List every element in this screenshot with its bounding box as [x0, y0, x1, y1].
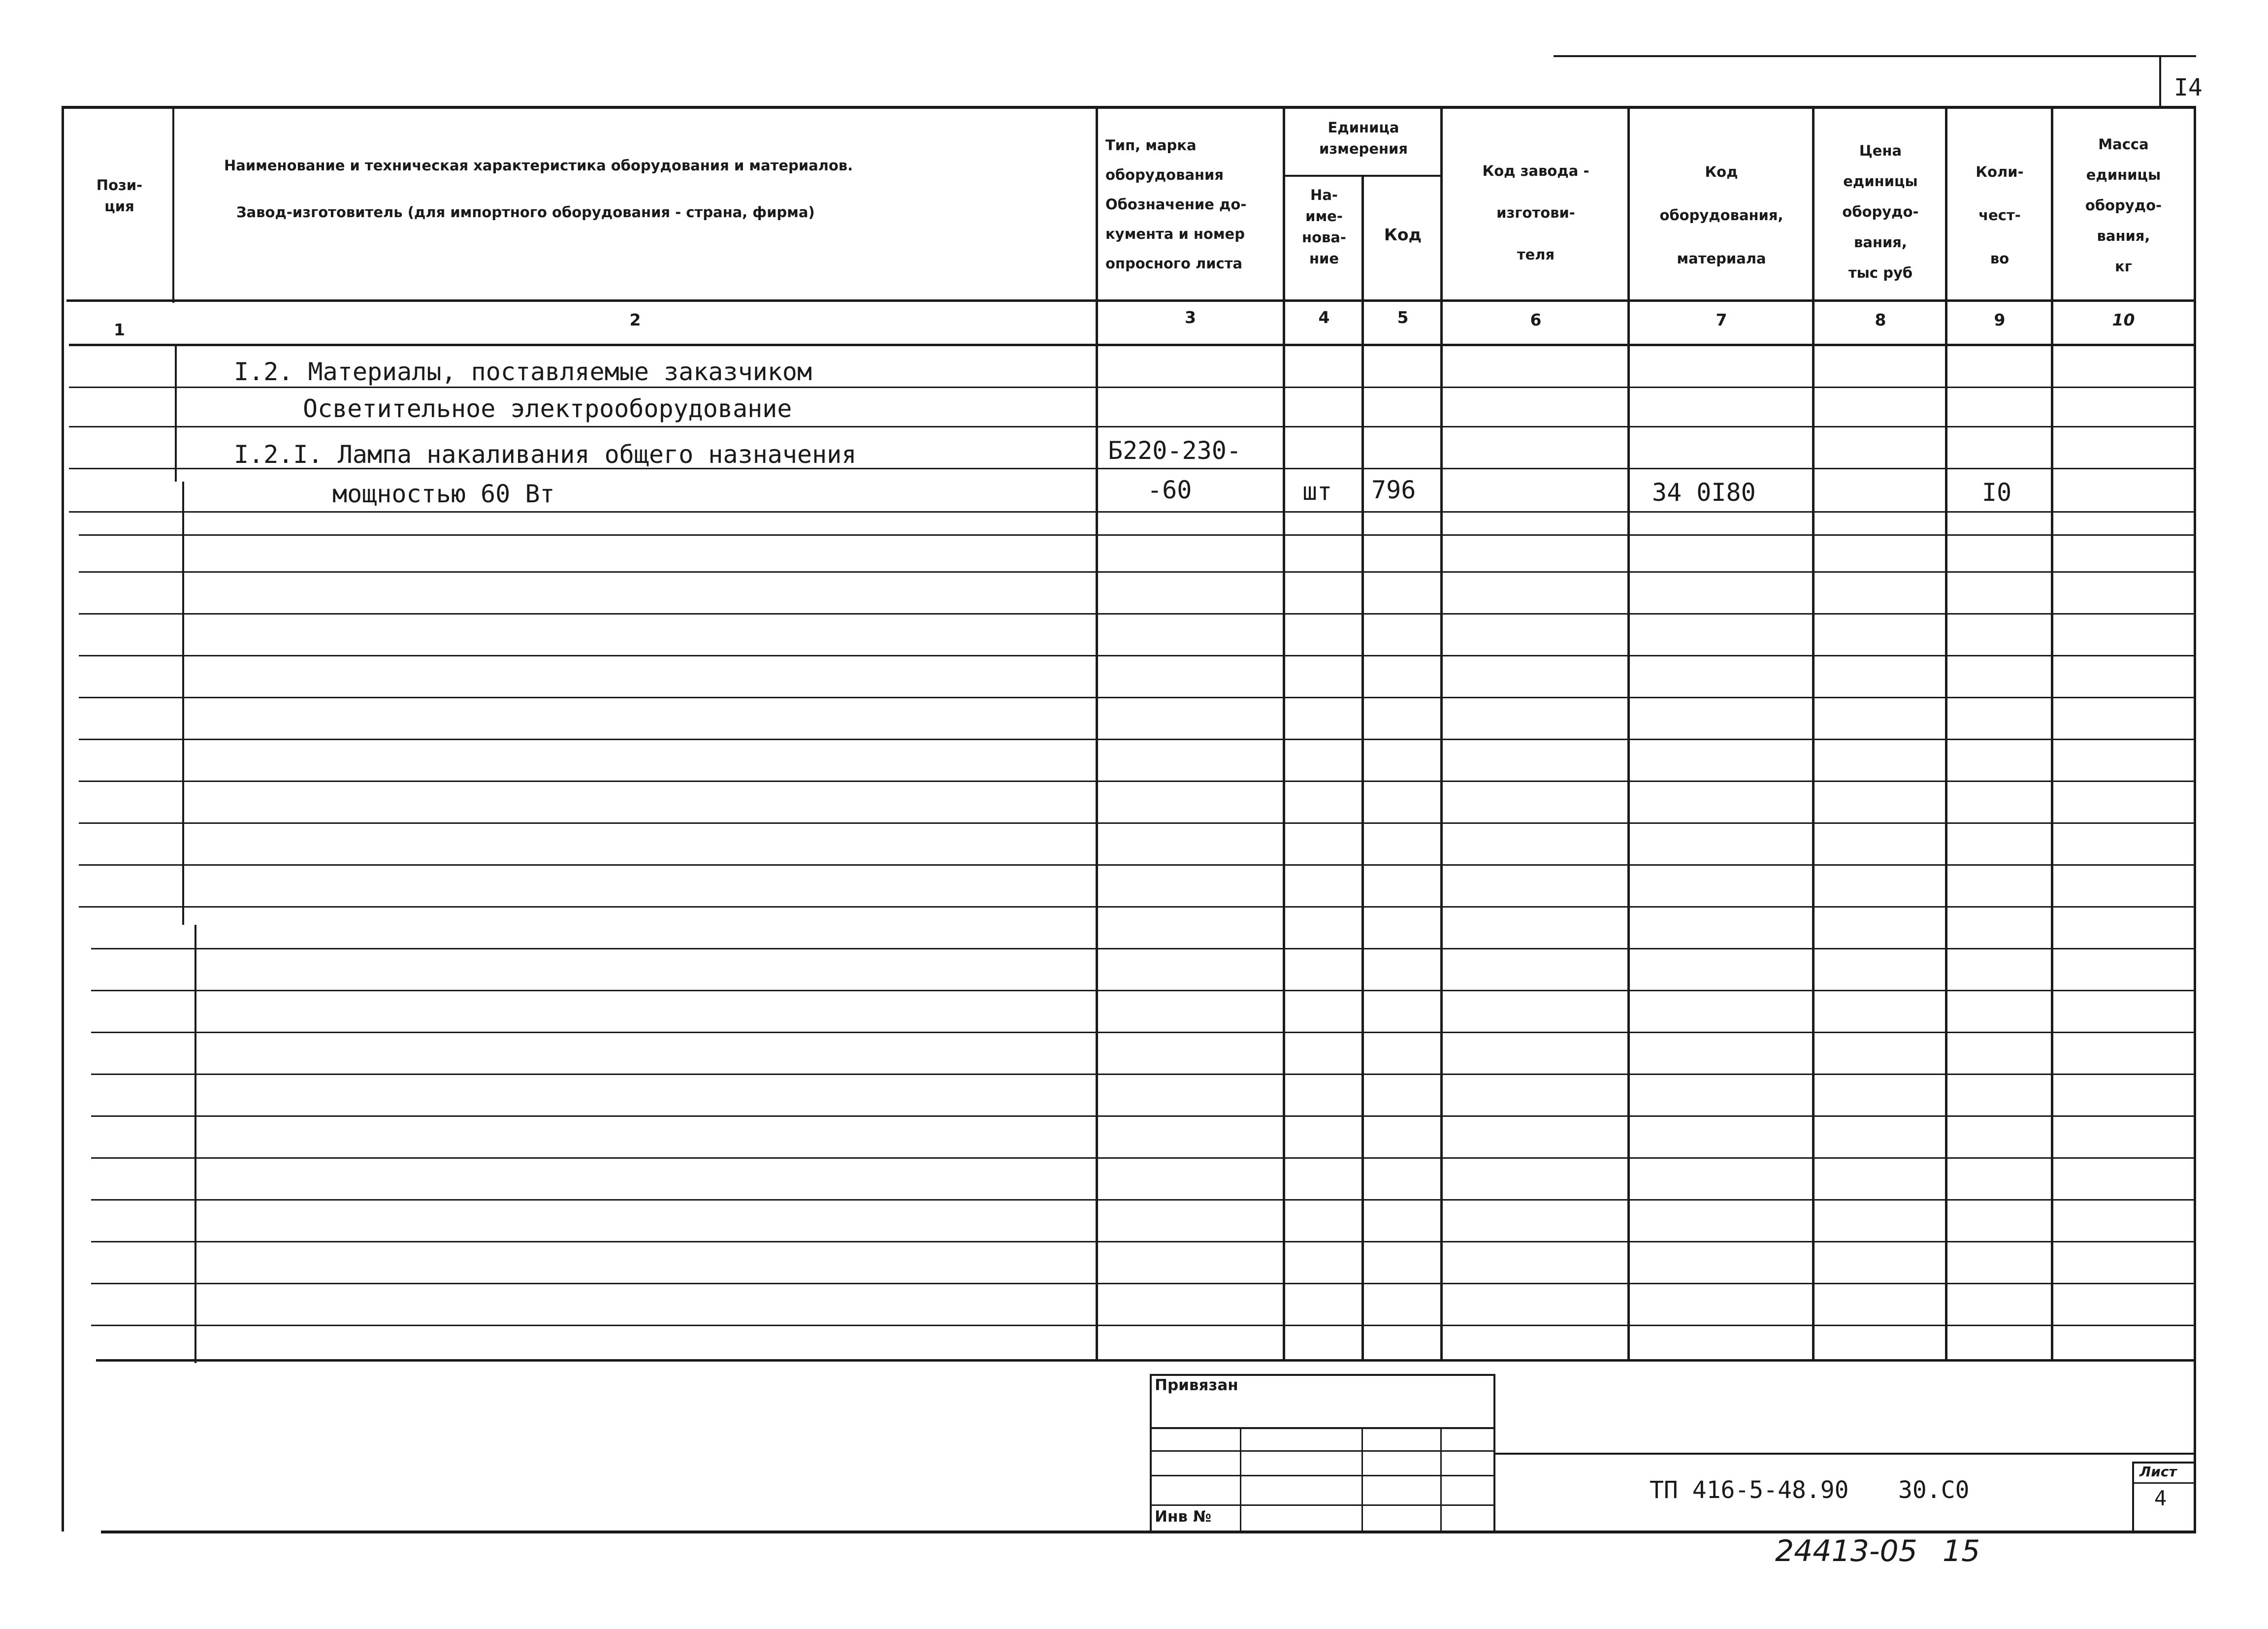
table-body-bottom-border — [96, 1359, 2196, 1362]
sheet-label: Лист — [2139, 1464, 2177, 1480]
title-block-row1 — [1150, 1427, 1494, 1429]
inventory-number-label: Инв № — [1155, 1508, 1212, 1526]
header-price: Цена единицы оборудо- вания, тыс руб — [1842, 142, 1919, 281]
column-number-9: 9 — [1994, 310, 2006, 329]
row-line — [91, 948, 2196, 949]
row-line — [69, 387, 2196, 388]
title-block-col2 — [1361, 1427, 1363, 1531]
row-line — [79, 697, 2196, 698]
column-number-10: 10 — [2112, 310, 2135, 329]
header-unit-group: Единица измерения — [1319, 119, 1408, 157]
row-line — [79, 571, 2196, 573]
row-4-unit-name: шт — [1302, 477, 1332, 506]
col-divider-4 — [1361, 175, 1364, 1362]
row-line — [69, 511, 2196, 513]
title-block-row4 — [1150, 1504, 1494, 1506]
row-4-name: мощностью 60 Вт — [332, 480, 555, 508]
row-line — [79, 906, 2196, 908]
handwritten-code: 24413-05 — [1775, 1534, 1917, 1568]
row-line — [79, 822, 2196, 824]
header-factory-code: Код завода - изготови- теля — [1482, 163, 1589, 263]
header-bottom-border — [66, 299, 2196, 302]
row-4-equipment-code: 34 0I80 — [1652, 478, 1756, 507]
header-unit-code: Код — [1384, 225, 1422, 244]
row-line — [79, 781, 2196, 782]
title-block-top — [1150, 1374, 1494, 1376]
title-block-col1 — [1240, 1427, 1241, 1531]
header-quantity: Коли- чест- во — [1976, 163, 2024, 267]
col-divider-6 — [1627, 106, 1630, 1362]
table-right-border — [2194, 106, 2196, 1531]
document-code: ТП 416-5-48.90 — [1650, 1476, 1849, 1504]
document-suffix: 30.С0 — [1898, 1476, 1970, 1504]
header-mass: Масса единицы оборудо- вания, кг — [2085, 136, 2162, 275]
row-line — [79, 655, 2196, 656]
column-number-4: 4 — [1318, 308, 1330, 327]
table-left-border — [62, 106, 64, 1531]
col-divider-1 — [172, 106, 174, 303]
row-line — [79, 739, 2196, 740]
column-number-7: 7 — [1716, 310, 1727, 329]
column-number-1: 1 — [114, 320, 125, 339]
row-4-quantity: I0 — [1982, 478, 2012, 507]
col-divider-1c — [182, 482, 184, 925]
column-number-5: 5 — [1397, 308, 1409, 327]
row-line — [79, 534, 2196, 536]
header-equipment-code: Код оборудования, материала — [1659, 163, 1783, 267]
sheet-number: 4 — [2154, 1486, 2167, 1510]
row-line — [91, 1032, 2196, 1033]
row-4-unit-code: 796 — [1371, 476, 1416, 504]
unit-group-divider — [1283, 175, 1443, 177]
handwritten-number: 15 — [1943, 1534, 1980, 1568]
row-line — [91, 1157, 2196, 1159]
top-frame-line — [1554, 55, 2196, 57]
sheet-bottom-border — [101, 1531, 2196, 1533]
row-line — [79, 613, 2196, 615]
column-number-3: 3 — [1185, 308, 1196, 327]
linked-label: Привязан — [1155, 1376, 1238, 1394]
header-name-line1: Наименование и техническая характеристика оборудования и материалов. — [224, 157, 853, 174]
title-block-left — [1150, 1374, 1152, 1531]
col-divider-2 — [1096, 106, 1098, 1362]
column-number-2: 2 — [629, 310, 641, 329]
row-line — [79, 864, 2196, 866]
row-2-name: Осветительное электрооборудование — [303, 394, 792, 423]
col-divider-3 — [1283, 106, 1285, 1362]
row-line — [91, 1074, 2196, 1075]
col-divider-8 — [1945, 106, 1947, 1362]
row-3-type: Б220-230- — [1108, 436, 1241, 465]
header-position: Пози- ция — [96, 177, 143, 215]
table-top-border — [62, 106, 2196, 109]
row-4-type: -60 — [1147, 476, 1192, 504]
sheet-box-mid — [2132, 1482, 2196, 1484]
sheet-box-left — [2132, 1462, 2134, 1531]
row-line — [91, 1325, 2196, 1326]
row-line — [91, 1115, 2196, 1117]
header-type: Тип, марка оборудования Обозначение до- кумента и номер опросного листа — [1105, 137, 1247, 272]
row-line — [69, 426, 2196, 427]
row-line — [91, 990, 2196, 991]
column-number-6: 6 — [1530, 310, 1542, 329]
col-divider-9 — [2051, 106, 2053, 1362]
title-block-right — [1493, 1374, 1495, 1531]
title-block-row2 — [1150, 1450, 1494, 1452]
title-block-row3 — [1150, 1475, 1494, 1476]
col-divider-7 — [1812, 106, 1814, 1362]
column-number-8: 8 — [1875, 310, 1886, 329]
title-block-col3 — [1440, 1427, 1442, 1531]
col-divider-1b — [175, 344, 177, 482]
header-name-line2: Завод-изготовитель (для импортного оборудования - страна, фирма) — [236, 204, 815, 221]
header-unit-name: На- име- нова- ние — [1302, 187, 1346, 267]
corner-box-left — [2159, 55, 2161, 108]
number-row-bottom-border — [69, 344, 2196, 346]
row-line — [91, 1241, 2196, 1242]
col-divider-5 — [1440, 106, 1443, 1362]
doc-code-row-top — [1494, 1453, 2196, 1455]
row-line — [91, 1199, 2196, 1201]
row-1-name: I.2. Материалы, поставляемые заказчиком — [234, 358, 812, 386]
corner-sheet-number: I4 — [2174, 74, 2203, 101]
row-3-name: I.2.I. Лампа накаливания общего назначения — [234, 440, 857, 469]
row-line — [91, 1283, 2196, 1284]
